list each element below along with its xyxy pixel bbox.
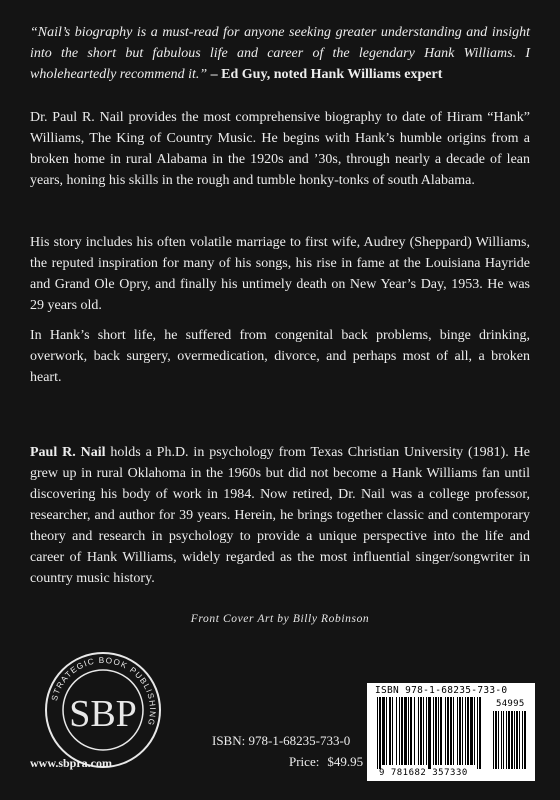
author-bio xyxy=(30,442,530,589)
publisher-logo xyxy=(43,650,163,770)
barcode-digits: 9 781682 357330 xyxy=(379,768,468,778)
logo-ring-text: STRATEGIC BOOK PUBLISHING xyxy=(49,655,158,728)
barcode xyxy=(367,683,535,781)
isbn-number: 978-1-68235-733-0 xyxy=(248,733,351,748)
author-bio-text: holds a Ph.D. in psychology from Texas Christian University (1981). He grew up in rural Oklahoma in the 1960s but did not become a Hank Williams fan until discovering his body of work in 1984. Now retired, Dr. Nail was a college professor, researcher, and author for 39 years. Herein, he brings together classic and contemporary theory and research in psychology to provide a unique perspective into the life and career of Hank Williams, widely regarded as the most influential singer/songwriter in country music history. xyxy=(30,445,530,586)
logo-letters: SBP xyxy=(69,693,137,735)
publisher-website[interactable]: www.sbpra.com xyxy=(30,756,113,770)
isbn-line xyxy=(212,733,350,749)
quote-text: “Nail’s biography is a must-read for anyone seeking greater understanding and insight into the short but fabulous life and career of the legendary Hank Williams. I wholeheartedly recommend it.” xyxy=(30,25,530,82)
cover-art-credit: Front Cover Art by Billy Robinson xyxy=(190,613,370,625)
price-line xyxy=(289,754,363,770)
isbn-label: ISBN: xyxy=(212,733,246,748)
price-label: Price: xyxy=(289,754,320,769)
quote-attribution: – Ed Guy, noted Hank Williams expert xyxy=(210,67,443,82)
description-paragraph-1: Dr. Paul R. Nail provides the most comprehensive biography to date of Hiram “Hank” Williams, The King of Country Music. He begins with Hank’s humble origins from a broken home in rural Alabama in the 1920s and ’30s, through nearly a decade of lean years, honing his skills in the rough and tumble honky-tonks of south Alabama. xyxy=(30,110,530,188)
author-name: Paul R. Nail xyxy=(30,445,106,460)
barcode-isbn-text: ISBN 978-1-68235-733-0 xyxy=(375,685,508,696)
description-paragraph-2: His story includes his often volatile marriage to first wife, Audrey (Sheppard) Williams, the reputed inspiration for many of his songs, his rise in fame at the Louisiana Hayride and Grand Ole Opry, and finally his untimely death on New Year’s Day, 1953. He was 29 years old. xyxy=(30,235,530,313)
barcode-bars xyxy=(367,683,535,781)
endorsement-quote xyxy=(30,22,530,85)
description-paragraph-3: In Hank’s short life, he suffered from congenital back problems, binge drinking, overwork, back surgery, overmedication, divorce, and perhaps most of all, a broken heart. xyxy=(30,328,530,385)
price-value: $49.95 xyxy=(327,754,364,769)
barcode-addon-digits: 54995 xyxy=(496,699,525,709)
